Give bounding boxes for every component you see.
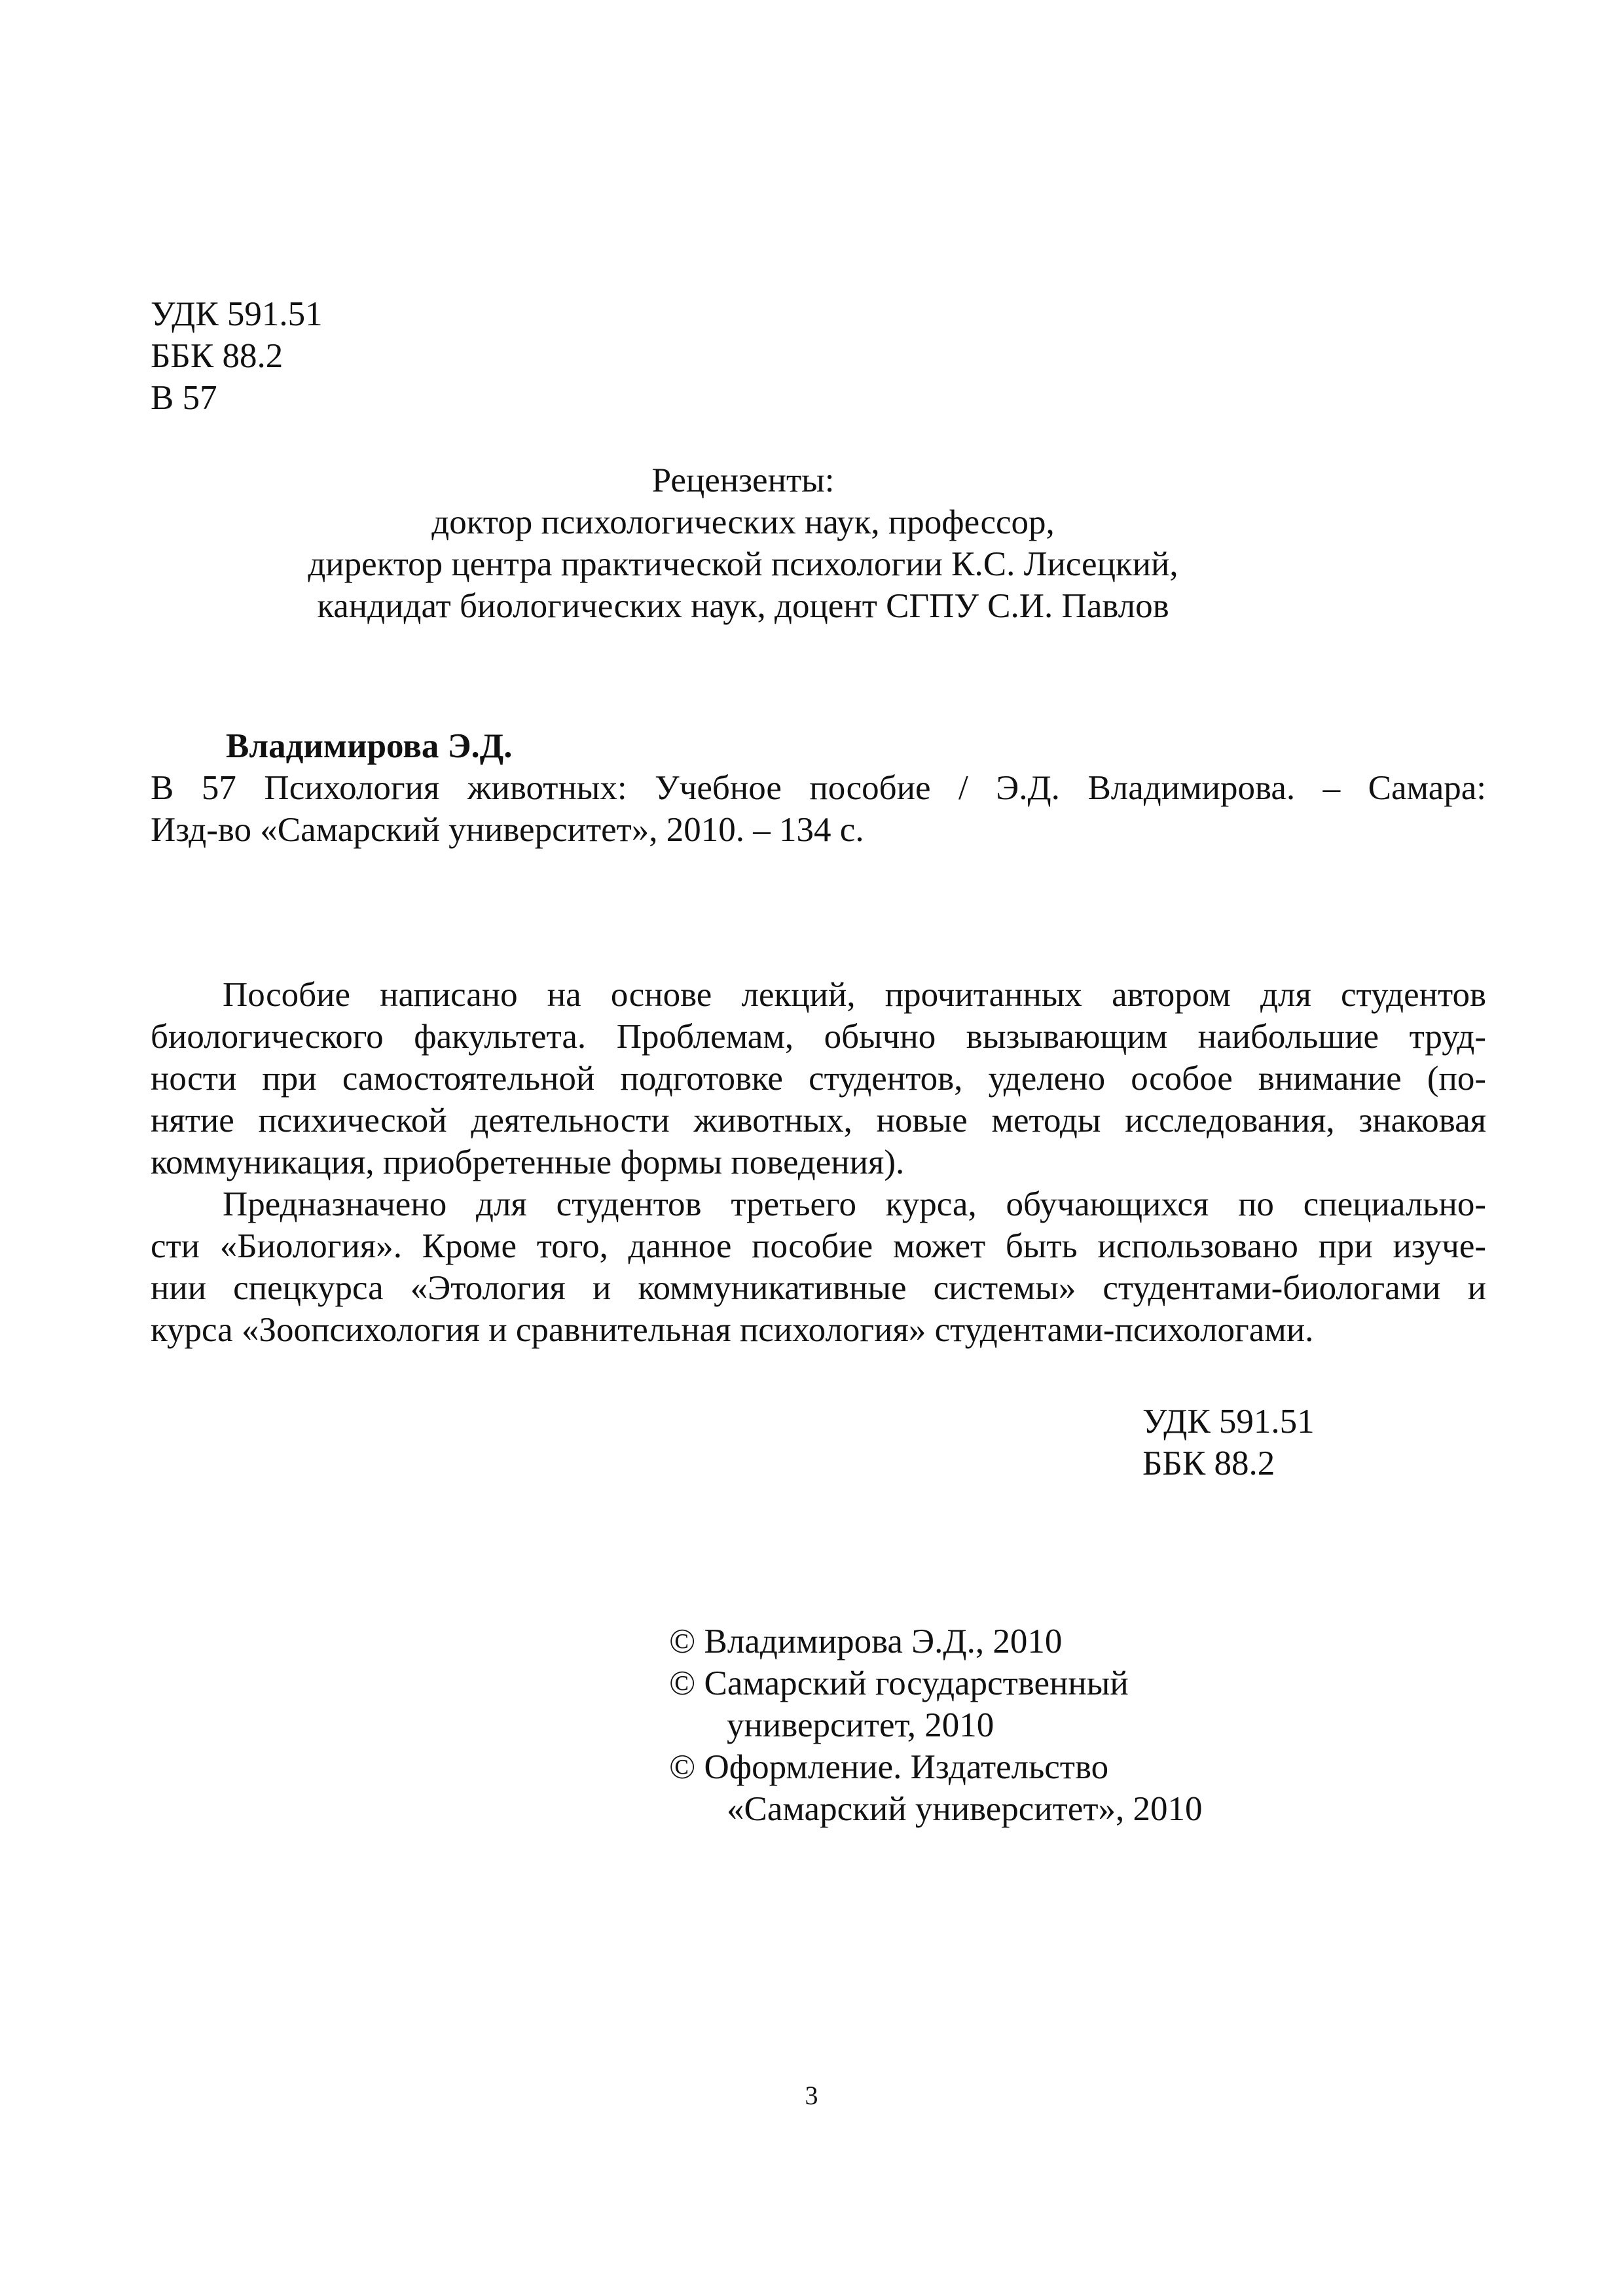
abstract-p1-line-4: нятие психической деятельности животных, новые методы исследования, знаковая [151,1102,1486,1139]
reviewer-line-3: кандидат биологических наук, доцент СГПУ С.И. Павлов [317,587,1169,625]
reviewers-heading: Рецензенты: [651,461,835,499]
copyright-university-cont: университет, 2010 [727,1706,994,1744]
abstract-paragraph-1 [151,974,1486,1183]
bbk-code-repeat: ББК 88.2 [1142,1444,1275,1482]
udk-code-repeat: УДК 591.51 [1142,1403,1315,1441]
copyright-design-cont: «Самарский университет», 2010 [727,1790,1203,1828]
copyright-design: © Оформление. Издательство [669,1748,1109,1786]
abstract-p2-line-2: сти «Биология». Кроме того, данное пособие может быть использовано при изуче- [151,1227,1486,1265]
bibliographic-line-1: В 57 Психология животных: Учебное пособие / Э.Д. Владимирова. – Самара: [151,769,1486,807]
bibliographic-line-2: Изд-во «Самарский университет», 2010. – 134 с. [151,811,864,849]
reviewer-line-1: доктор психологических наук, профессор, [431,503,1055,541]
copyright-author: © Владимирова Э.Д., 2010 [669,1623,1063,1660]
udk-code: УДК 591.51 [151,295,323,333]
author-name: Владимирова Э.Д. [226,727,513,765]
author-sign-code: В 57 [151,379,217,417]
abstract-p1-line-3: ности при самостоятельной подготовке студентов, уделено особое внимание (по- [151,1060,1486,1098]
reviewers-block [308,459,1178,627]
copyright-block [669,1621,1455,1830]
copyright-university: © Самарский государственный [669,1664,1129,1702]
abstract-p1-line-5: коммуникация, приобретенные формы поведения). [151,1143,905,1181]
bbk-code: ББК 88.2 [151,337,283,375]
abstract-p1-line-2: биологического факультета. Проблемам, обычно вызывающим наибольшие труд- [151,1018,1486,1056]
reviewer-line-2: директор центра практической психологии К.С. Лисецкий, [308,545,1178,583]
page-number: 3 [805,2081,818,2110]
abstract-p2-line-3: нии спецкурса «Этология и коммуникативные системы» студентами-биологами и [151,1269,1486,1307]
abstract-p2-line-4: курса «Зоопсихология и сравнительная психология» студентами-психологами. [151,1311,1314,1349]
abstract-p1-line-1: Пособие написано на основе лекций, прочитанных автором для студентов [223,976,1486,1014]
abstract-paragraph-2 [151,1183,1486,1351]
bibliographic-record [151,767,1486,851]
abstract-p2-line-1: Предназначено для студентов третьего курса, обучающихся по специально- [223,1185,1486,1223]
